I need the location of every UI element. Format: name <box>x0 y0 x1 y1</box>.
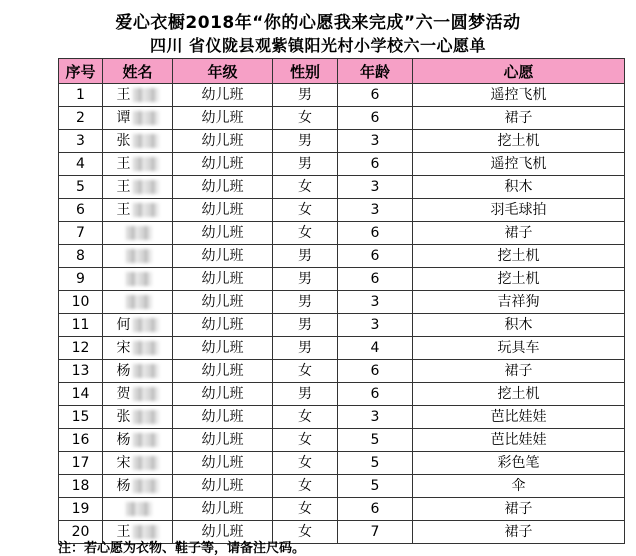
cell-wish: 积木 <box>413 314 625 337</box>
cell-grade: 幼儿班 <box>173 498 273 521</box>
cell-grade: 幼儿班 <box>173 245 273 268</box>
cell-name <box>103 475 173 498</box>
cell-no: 17 <box>59 452 103 475</box>
cell-wish: 芭比娃娃 <box>413 406 625 429</box>
cell-age: 3 <box>338 406 413 429</box>
cell-name <box>103 337 173 360</box>
cell-no: 5 <box>59 176 103 199</box>
cell-sex: 男 <box>273 314 338 337</box>
cell-grade: 幼儿班 <box>173 107 273 130</box>
cell-no: 4 <box>59 153 103 176</box>
cell-name <box>103 452 173 475</box>
cell-sex: 男 <box>273 153 338 176</box>
student-name-text: 王 <box>116 524 131 540</box>
cell-wish: 裙子 <box>413 360 625 383</box>
name-mosaic <box>126 272 152 286</box>
table-row <box>59 107 625 130</box>
cell-no: 12 <box>59 337 103 360</box>
cell-no: 11 <box>59 314 103 337</box>
cell-age: 6 <box>338 383 413 406</box>
cell-name <box>103 268 173 291</box>
cell-sex: 男 <box>273 84 338 107</box>
table-row <box>59 245 625 268</box>
cell-grade: 幼儿班 <box>173 84 273 107</box>
student-name-text: 王 <box>116 87 131 103</box>
name-mosaic <box>133 410 159 424</box>
header-no: 序号 <box>59 59 103 84</box>
wish-table-container <box>58 58 624 544</box>
student-name-text: 张 <box>116 133 131 149</box>
cell-wish: 羽毛球拍 <box>413 199 625 222</box>
cell-wish: 挖土机 <box>413 245 625 268</box>
cell-age: 7 <box>338 521 413 544</box>
header-name: 姓名 <box>103 59 173 84</box>
cell-grade: 幼儿班 <box>173 176 273 199</box>
cell-name <box>103 153 173 176</box>
cell-sex: 女 <box>273 360 338 383</box>
name-mosaic <box>133 157 159 171</box>
cell-sex: 男 <box>273 130 338 153</box>
cell-grade: 幼儿班 <box>173 475 273 498</box>
table-row <box>59 268 625 291</box>
student-name-text: 王 <box>116 156 131 172</box>
cell-wish: 裙子 <box>413 521 625 544</box>
table-row <box>59 498 625 521</box>
cell-no: 19 <box>59 498 103 521</box>
table-row <box>59 337 625 360</box>
cell-wish: 伞 <box>413 475 625 498</box>
wish-table <box>58 58 625 544</box>
page-title: 爱心衣橱2018年“你的心愿我来完成”六一圆梦活动 <box>115 13 521 33</box>
name-mosaic <box>133 318 159 332</box>
cell-sex: 男 <box>273 291 338 314</box>
cell-sex: 女 <box>273 452 338 475</box>
cell-age: 6 <box>338 360 413 383</box>
cell-wish: 玩具车 <box>413 337 625 360</box>
cell-name <box>103 291 173 314</box>
name-mosaic <box>126 249 152 263</box>
cell-age: 3 <box>338 199 413 222</box>
cell-sex: 女 <box>273 199 338 222</box>
cell-name <box>103 406 173 429</box>
cell-sex: 女 <box>273 107 338 130</box>
cell-age: 5 <box>338 452 413 475</box>
cell-sex: 男 <box>273 268 338 291</box>
cell-name <box>103 429 173 452</box>
cell-grade: 幼儿班 <box>173 429 273 452</box>
cell-no: 2 <box>59 107 103 130</box>
student-name-text: 王 <box>116 179 131 195</box>
cell-sex: 女 <box>273 429 338 452</box>
cell-grade: 幼儿班 <box>173 130 273 153</box>
student-name-text: 宋 <box>116 455 131 471</box>
cell-no: 15 <box>59 406 103 429</box>
cell-sex: 女 <box>273 176 338 199</box>
header-age: 年龄 <box>338 59 413 84</box>
cell-wish: 积木 <box>413 176 625 199</box>
cell-no: 13 <box>59 360 103 383</box>
cell-grade: 幼儿班 <box>173 383 273 406</box>
cell-no: 3 <box>59 130 103 153</box>
cell-no: 14 <box>59 383 103 406</box>
cell-grade: 幼儿班 <box>173 521 273 544</box>
name-mosaic <box>133 111 159 125</box>
cell-wish: 挖土机 <box>413 268 625 291</box>
student-name-text: 王 <box>116 202 131 218</box>
cell-no: 7 <box>59 222 103 245</box>
cell-grade: 幼儿班 <box>173 268 273 291</box>
cell-age: 6 <box>338 498 413 521</box>
student-name-text: 何 <box>116 317 131 333</box>
table-row <box>59 383 625 406</box>
cell-age: 5 <box>338 429 413 452</box>
cell-no: 8 <box>59 245 103 268</box>
cell-name <box>103 498 173 521</box>
cell-no: 20 <box>59 521 103 544</box>
cell-grade: 幼儿班 <box>173 360 273 383</box>
page-subtitle: 四川 省仪陇县观紫镇阳光村小学校六一心愿单 <box>149 36 487 55</box>
cell-name <box>103 176 173 199</box>
cell-name <box>103 360 173 383</box>
cell-name <box>103 84 173 107</box>
name-mosaic <box>133 479 159 493</box>
name-mosaic <box>126 295 152 309</box>
cell-sex: 男 <box>273 383 338 406</box>
name-mosaic <box>133 88 159 102</box>
cell-name <box>103 314 173 337</box>
cell-wish: 芭比娃娃 <box>413 429 625 452</box>
table-row <box>59 360 625 383</box>
cell-wish: 吉祥狗 <box>413 291 625 314</box>
cell-wish: 挖土机 <box>413 130 625 153</box>
table-row <box>59 314 625 337</box>
header-wish: 心愿 <box>413 59 625 84</box>
cell-name <box>103 107 173 130</box>
table-row <box>59 429 625 452</box>
cell-grade: 幼儿班 <box>173 452 273 475</box>
cell-age: 6 <box>338 84 413 107</box>
name-mosaic <box>133 433 159 447</box>
cell-age: 6 <box>338 222 413 245</box>
cell-wish: 遥控飞机 <box>413 153 625 176</box>
table-row <box>59 222 625 245</box>
cell-age: 3 <box>338 314 413 337</box>
header-sex: 性别 <box>273 59 338 84</box>
table-row <box>59 84 625 107</box>
cell-grade: 幼儿班 <box>173 222 273 245</box>
cell-wish: 挖土机 <box>413 383 625 406</box>
cell-wish: 裙子 <box>413 498 625 521</box>
cell-name <box>103 130 173 153</box>
table-row <box>59 291 625 314</box>
table-row <box>59 406 625 429</box>
cell-grade: 幼儿班 <box>173 314 273 337</box>
student-name-text: 杨 <box>116 478 131 494</box>
student-name-text: 杨 <box>116 432 131 448</box>
cell-wish: 裙子 <box>413 107 625 130</box>
cell-grade: 幼儿班 <box>173 291 273 314</box>
cell-wish: 遥控飞机 <box>413 84 625 107</box>
student-name-text: 杨 <box>116 363 131 379</box>
cell-sex: 女 <box>273 498 338 521</box>
name-mosaic <box>133 180 159 194</box>
cell-age: 6 <box>338 107 413 130</box>
student-name-text: 张 <box>116 409 131 425</box>
header-row <box>59 59 625 84</box>
table-row <box>59 199 625 222</box>
cell-age: 3 <box>338 176 413 199</box>
cell-no: 10 <box>59 291 103 314</box>
cell-age: 4 <box>338 337 413 360</box>
cell-no: 6 <box>59 199 103 222</box>
cell-no: 1 <box>59 84 103 107</box>
cell-grade: 幼儿班 <box>173 406 273 429</box>
cell-wish: 彩色笔 <box>413 452 625 475</box>
name-mosaic <box>133 134 159 148</box>
name-mosaic <box>133 364 159 378</box>
cell-age: 5 <box>338 475 413 498</box>
cell-age: 6 <box>338 268 413 291</box>
student-name-text: 宋 <box>116 340 131 356</box>
cell-sex: 男 <box>273 337 338 360</box>
cell-grade: 幼儿班 <box>173 337 273 360</box>
name-mosaic <box>133 456 159 470</box>
cell-no: 9 <box>59 268 103 291</box>
cell-sex: 女 <box>273 521 338 544</box>
cell-name <box>103 199 173 222</box>
table-row <box>59 452 625 475</box>
name-mosaic <box>133 341 159 355</box>
cell-no: 16 <box>59 429 103 452</box>
name-mosaic <box>126 502 152 516</box>
footnote: 注：若心愿为衣物、鞋子等，请备注尺码。 <box>58 541 306 556</box>
cell-grade: 幼儿班 <box>173 199 273 222</box>
cell-age: 3 <box>338 130 413 153</box>
cell-sex: 女 <box>273 406 338 429</box>
table-row <box>59 130 625 153</box>
cell-name <box>103 222 173 245</box>
student-name-text: 谭 <box>116 110 131 126</box>
cell-age: 3 <box>338 291 413 314</box>
cell-sex: 女 <box>273 475 338 498</box>
cell-name <box>103 383 173 406</box>
table-row <box>59 153 625 176</box>
cell-name <box>103 245 173 268</box>
cell-wish: 裙子 <box>413 222 625 245</box>
cell-no: 18 <box>59 475 103 498</box>
student-name-text: 贺 <box>116 386 131 402</box>
cell-grade: 幼儿班 <box>173 153 273 176</box>
name-mosaic <box>126 226 152 240</box>
header-grade: 年级 <box>173 59 273 84</box>
table-row <box>59 176 625 199</box>
name-mosaic <box>133 387 159 401</box>
table-row <box>59 475 625 498</box>
name-mosaic <box>133 203 159 217</box>
cell-age: 6 <box>338 153 413 176</box>
cell-age: 6 <box>338 245 413 268</box>
cell-sex: 男 <box>273 245 338 268</box>
cell-sex: 女 <box>273 222 338 245</box>
